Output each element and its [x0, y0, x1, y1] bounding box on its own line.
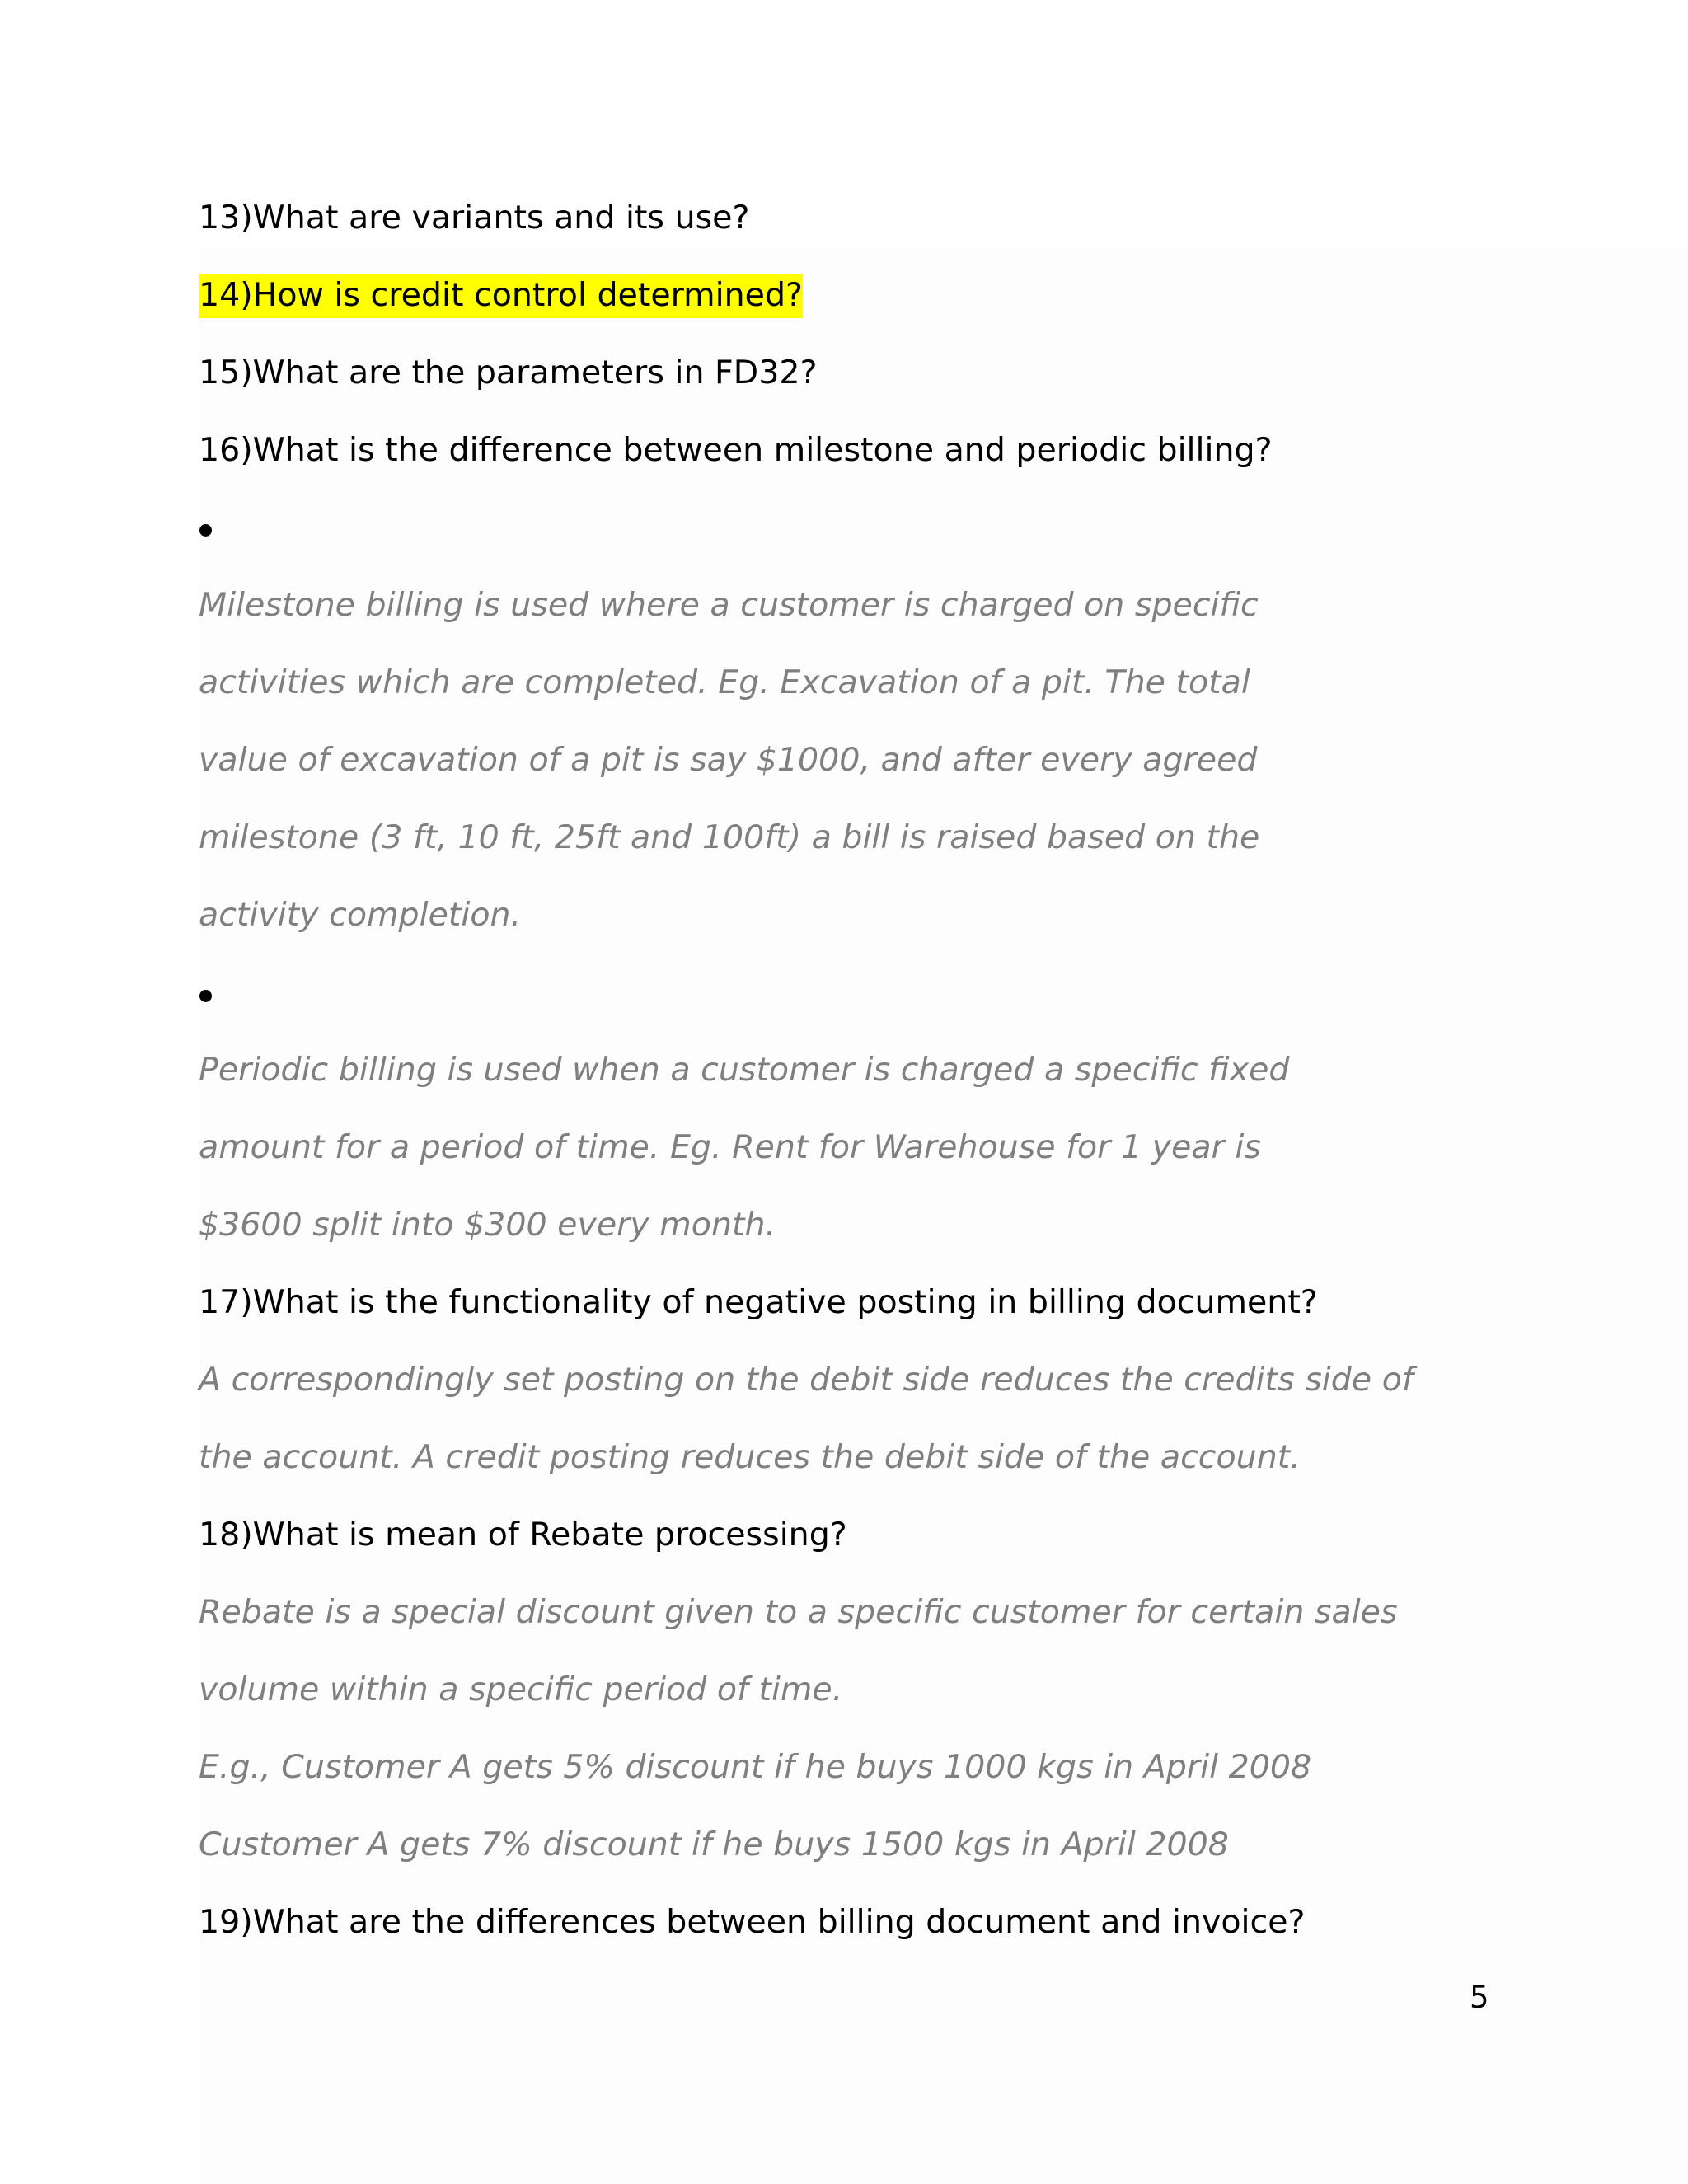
answer-rebate-line: volume within a specific period of time.	[199, 1671, 843, 1708]
answer-milestone-line: Milestone billing is used where a customer is charged on specific	[199, 586, 1259, 624]
answer-periodic-line: Periodic billing is used when a customer is charged a specific fixed	[199, 1051, 1290, 1089]
answer-milestone-line: activities which are completed. Eg. Excavation of a pit. The total	[199, 663, 1250, 701]
question-16: 16)What is the difference between milestone and periodic billing?	[199, 431, 1273, 469]
answer-milestone-line: value of excavation of a pit is say $1000, and after every agreed	[199, 741, 1258, 779]
bullet-icon	[199, 524, 212, 537]
question-15: 15)What are the parameters in FD32?	[199, 354, 818, 391]
answer-negative-posting-line: A correspondingly set posting on the debit side reduces the credits side of	[199, 1361, 1414, 1399]
question-13: 13)What are variants and its use?	[199, 199, 750, 237]
answer-rebate-line: Rebate is a special discount given to a specific customer for certain sales	[199, 1593, 1398, 1631]
page-number: 5	[1470, 1980, 1489, 2015]
answer-rebate-line: E.g., Customer A gets 5% discount if he buys 1000 kgs in April 2008	[199, 1748, 1312, 1786]
question-18: 18)What is mean of Rebate processing?	[199, 1516, 847, 1554]
answer-negative-posting-line: the account. A credit posting reduces the debit side of the account.	[199, 1438, 1301, 1476]
answer-milestone-line: milestone (3 ft, 10 ft, 25ft and 100ft) a bill is raised based on the	[199, 818, 1260, 856]
answer-rebate-line: Customer A gets 7% discount if he buys 1500 kgs in April 2008	[199, 1825, 1229, 1863]
question-19: 19)What are the differences between billing document and invoice?	[199, 1903, 1306, 1941]
answer-milestone-line: activity completion.	[199, 896, 522, 934]
answer-periodic-line: amount for a period of time. Eg. Rent for Warehouse for 1 year is	[199, 1128, 1261, 1166]
question-17: 17)What is the functionality of negative posting in billing document?	[199, 1283, 1318, 1321]
answer-periodic-line: $3600 split into $300 every month.	[199, 1206, 776, 1244]
bullet-icon	[199, 990, 212, 1002]
highlighted-question-14: 14)How is credit control determined?	[199, 274, 803, 318]
question-14	[199, 276, 804, 314]
